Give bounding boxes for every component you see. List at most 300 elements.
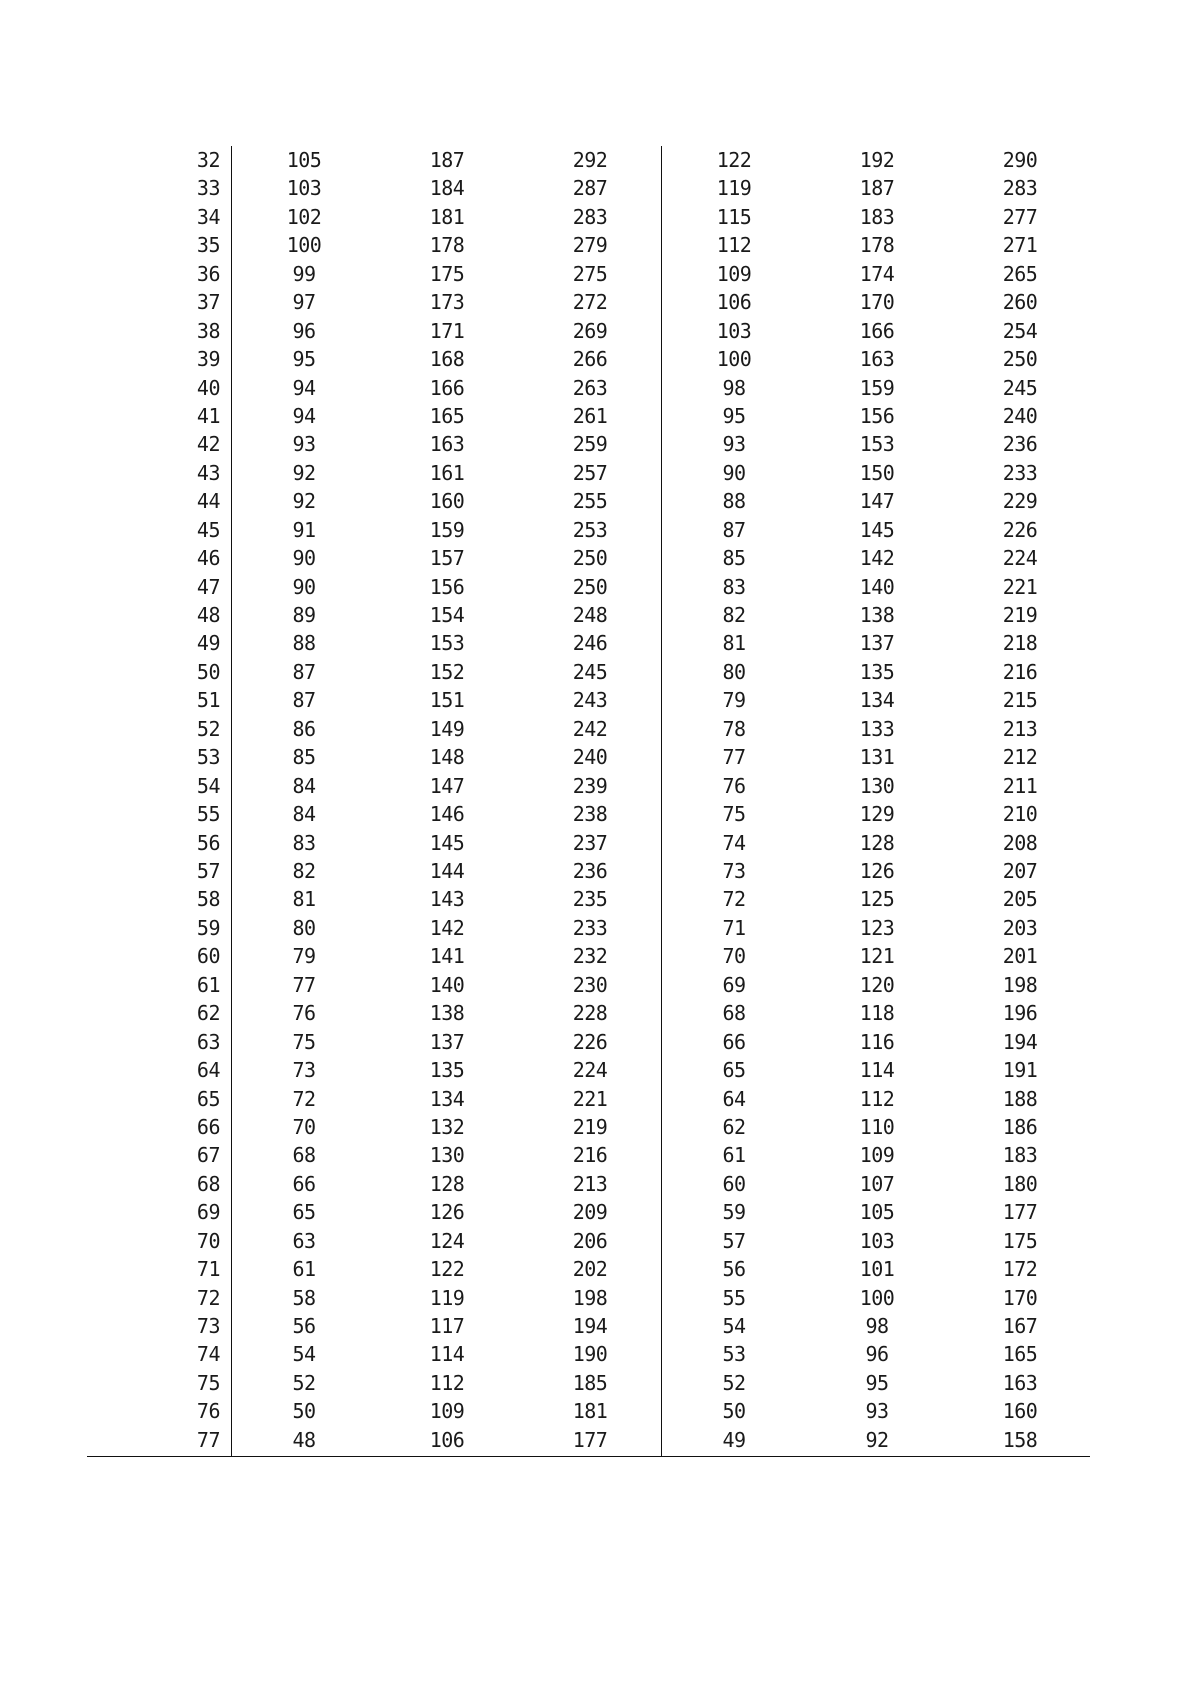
table-cell: 236: [1002, 432, 1038, 457]
table-cell: 240: [572, 745, 608, 770]
table-row: [0, 487, 1181, 515]
table-cell: 120: [859, 972, 895, 997]
table-cell: 243: [572, 688, 608, 713]
table-row: [0, 800, 1181, 828]
table-cell: 161: [429, 460, 465, 485]
table-cell: 122: [716, 148, 752, 172]
table-row: [0, 999, 1181, 1027]
table-row: [0, 942, 1181, 970]
table-cell: 266: [572, 347, 608, 372]
row-label: 37: [196, 290, 220, 315]
row-label: 62: [196, 1001, 220, 1026]
table-cell: 216: [1002, 659, 1038, 684]
row-label: 73: [196, 1314, 220, 1339]
table-row: [0, 430, 1181, 458]
table-cell: 277: [1002, 204, 1038, 229]
table-cell: 52: [722, 1370, 746, 1395]
table-cell: 100: [859, 1285, 895, 1310]
table-cell: 94: [292, 403, 316, 428]
table-row: [0, 1340, 1181, 1368]
table-cell: 105: [859, 1200, 895, 1225]
table-cell: 80: [292, 915, 316, 940]
table-cell: 130: [859, 773, 895, 798]
row-label: 56: [196, 830, 220, 855]
table-cell: 58: [292, 1285, 316, 1310]
table-cell: 265: [1002, 261, 1038, 286]
table-cell: 69: [722, 972, 746, 997]
table-cell: 170: [1002, 1285, 1038, 1310]
table-cell: 198: [1002, 972, 1038, 997]
table-cell: 213: [1002, 716, 1038, 741]
table-cell: 132: [429, 1114, 465, 1139]
table-cell: 219: [572, 1114, 608, 1139]
table-row: [0, 459, 1181, 487]
row-label: 70: [196, 1228, 220, 1253]
table-cell: 137: [429, 1029, 465, 1054]
table-cell: 240: [1002, 403, 1038, 428]
table-bottom-rule: [87, 1456, 1090, 1457]
table-cell: 167: [1002, 1314, 1038, 1339]
table-cell: 229: [1002, 489, 1038, 514]
row-label: 41: [196, 403, 220, 428]
table-cell: 218: [1002, 631, 1038, 656]
table-cell: 134: [429, 1086, 465, 1111]
row-label: 76: [196, 1399, 220, 1424]
row-label: 35: [196, 233, 220, 258]
table-row: [0, 288, 1181, 316]
table-cell: 239: [572, 773, 608, 798]
table-cell: 144: [429, 859, 465, 883]
table-cell: 186: [1002, 1114, 1038, 1139]
table-cell: 98: [865, 1314, 889, 1339]
table-cell: 269: [572, 318, 608, 343]
table-cell: 94: [292, 375, 316, 400]
table-cell: 216: [572, 1143, 608, 1168]
table-row: [0, 1284, 1181, 1312]
table-row: [0, 1141, 1181, 1169]
table-cell: 233: [1002, 460, 1038, 485]
row-label: 45: [196, 517, 220, 542]
table-cell: 292: [572, 148, 608, 172]
table-cell: 77: [722, 745, 746, 770]
table-cell: 118: [859, 1001, 895, 1026]
table-cell: 91: [292, 517, 316, 542]
table-cell: 110: [859, 1114, 895, 1139]
table-cell: 180: [1002, 1171, 1038, 1196]
table-cell: 103: [859, 1228, 895, 1253]
table-cell: 130: [429, 1143, 465, 1168]
table-cell: 87: [292, 688, 316, 713]
table-cell: 151: [429, 688, 465, 713]
table-cell: 142: [429, 915, 465, 940]
table-cell: 97: [292, 290, 316, 315]
table-cell: 88: [292, 631, 316, 656]
table-cell: 255: [572, 489, 608, 514]
table-cell: 71: [722, 915, 746, 940]
table-row: [0, 971, 1181, 999]
table-cell: 117: [429, 1314, 465, 1339]
table-cell: 250: [1002, 347, 1038, 372]
table-cell: 140: [859, 574, 895, 599]
table-cell: 175: [429, 261, 465, 286]
table-cell: 66: [292, 1171, 316, 1196]
table-cell: 142: [859, 546, 895, 571]
table-cell: 208: [1002, 830, 1038, 855]
table-cell: 215: [1002, 688, 1038, 713]
table-cell: 124: [429, 1228, 465, 1253]
table-cell: 242: [572, 716, 608, 741]
table-cell: 191: [1002, 1058, 1038, 1083]
row-label: 75: [196, 1370, 220, 1395]
table-cell: 57: [722, 1228, 746, 1253]
table-cell: 112: [716, 233, 752, 258]
table-cell: 163: [859, 347, 895, 372]
table-cell: 62: [722, 1114, 746, 1139]
table-row: [0, 345, 1181, 373]
row-label: 59: [196, 915, 220, 940]
table-cell: 54: [722, 1314, 746, 1339]
table-row: [0, 544, 1181, 572]
row-label: 49: [196, 631, 220, 656]
table-cell: 228: [572, 1001, 608, 1026]
row-label: 38: [196, 318, 220, 343]
table-cell: 232: [572, 944, 608, 969]
table-cell: 160: [429, 489, 465, 514]
row-label: 33: [196, 176, 220, 201]
table-cell: 64: [722, 1086, 746, 1111]
table-cell: 165: [429, 403, 465, 428]
table-cell: 160: [1002, 1399, 1038, 1424]
table-row: [0, 1113, 1181, 1141]
table-cell: 53: [722, 1342, 746, 1367]
table-cell: 185: [572, 1370, 608, 1395]
table-cell: 68: [292, 1143, 316, 1168]
row-label: 77: [196, 1427, 220, 1452]
table-cell: 230: [572, 972, 608, 997]
table-cell: 172: [1002, 1257, 1038, 1282]
table-row: [0, 1369, 1181, 1397]
table-cell: 221: [1002, 574, 1038, 599]
table-cell: 163: [429, 432, 465, 457]
table-cell: 166: [859, 318, 895, 343]
table-cell: 246: [572, 631, 608, 656]
row-label: 74: [196, 1342, 220, 1367]
table-cell: 213: [572, 1171, 608, 1196]
table-cell: 165: [1002, 1342, 1038, 1367]
table-cell: 74: [722, 830, 746, 855]
table-cell: 173: [429, 290, 465, 315]
table-cell: 121: [859, 944, 895, 969]
table-cell: 61: [292, 1257, 316, 1282]
table-cell: 147: [859, 489, 895, 514]
row-label: 36: [196, 261, 220, 286]
table-cell: 56: [292, 1314, 316, 1339]
table-cell: 76: [292, 1001, 316, 1026]
table-cell: 90: [722, 460, 746, 485]
table-cell: 177: [1002, 1200, 1038, 1225]
table-cell: 93: [722, 432, 746, 457]
table-cell: 138: [429, 1001, 465, 1026]
table-row: [0, 1056, 1181, 1084]
table-cell: 257: [572, 460, 608, 485]
table-row: [0, 516, 1181, 544]
table-row: [0, 715, 1181, 743]
table-row: [0, 686, 1181, 714]
table-cell: 245: [1002, 375, 1038, 400]
row-label: 65: [196, 1086, 220, 1111]
table-cell: 63: [292, 1228, 316, 1253]
table-cell: 154: [429, 603, 465, 628]
table-cell: 238: [572, 802, 608, 827]
table-cell: 77: [292, 972, 316, 997]
table-cell: 75: [722, 802, 746, 827]
table-cell: 250: [572, 574, 608, 599]
table-row: [0, 402, 1181, 430]
table-cell: 79: [722, 688, 746, 713]
table-row: [0, 1085, 1181, 1113]
table-cell: 143: [429, 887, 465, 912]
table-cell: 156: [429, 574, 465, 599]
table-cell: 84: [292, 773, 316, 798]
table-cell: 272: [572, 290, 608, 315]
table-cell: 107: [859, 1171, 895, 1196]
table-cell: 209: [572, 1200, 608, 1225]
table-row: [0, 1170, 1181, 1198]
table-row: [0, 1426, 1181, 1454]
table-cell: 109: [716, 261, 752, 286]
table-cell: 96: [865, 1342, 889, 1367]
table-cell: 236: [572, 859, 608, 883]
table-row: [0, 374, 1181, 402]
row-label: 44: [196, 489, 220, 514]
table-cell: 78: [722, 716, 746, 741]
table-cell: 89: [292, 603, 316, 628]
table-cell: 125: [859, 887, 895, 912]
table-cell: 159: [859, 375, 895, 400]
table-cell: 187: [859, 176, 895, 201]
table-cell: 221: [572, 1086, 608, 1111]
table-cell: 219: [1002, 603, 1038, 628]
row-label: 67: [196, 1143, 220, 1168]
table-row: [0, 885, 1181, 913]
table-cell: 76: [722, 773, 746, 798]
table-row: [0, 1255, 1181, 1283]
table-cell: 210: [1002, 802, 1038, 827]
table-row: [0, 601, 1181, 629]
table-cell: 237: [572, 830, 608, 855]
table-cell: 138: [859, 603, 895, 628]
table-cell: 70: [722, 944, 746, 969]
table-cell: 260: [1002, 290, 1038, 315]
table-row: [0, 174, 1181, 202]
table-cell: 253: [572, 517, 608, 542]
table-row: [0, 914, 1181, 942]
table-cell: 81: [292, 887, 316, 912]
row-label: 68: [196, 1171, 220, 1196]
table-cell: 158: [1002, 1427, 1038, 1452]
row-label: 63: [196, 1029, 220, 1054]
table-cell: 119: [429, 1285, 465, 1310]
table-cell: 100: [286, 233, 322, 258]
table-cell: 153: [429, 631, 465, 656]
table-cell: 233: [572, 915, 608, 940]
table-cell: 184: [429, 176, 465, 201]
table-cell: 259: [572, 432, 608, 457]
table-cell: 114: [859, 1058, 895, 1083]
row-label: 52: [196, 716, 220, 741]
table-cell: 171: [429, 318, 465, 343]
table-cell: 212: [1002, 745, 1038, 770]
row-label: 40: [196, 375, 220, 400]
table-cell: 129: [859, 802, 895, 827]
row-label: 47: [196, 574, 220, 599]
table-cell: 98: [722, 375, 746, 400]
table-cell: 123: [859, 915, 895, 940]
table-cell: 128: [859, 830, 895, 855]
table-cell: 135: [859, 659, 895, 684]
table-cell: 75: [292, 1029, 316, 1054]
table-cell: 59: [722, 1200, 746, 1225]
table-cell: 279: [572, 233, 608, 258]
table-cell: 178: [429, 233, 465, 258]
table-cell: 87: [722, 517, 746, 542]
table-cell: 105: [286, 148, 322, 172]
table-cell: 263: [572, 375, 608, 400]
table-row: [0, 658, 1181, 686]
table-cell: 275: [572, 261, 608, 286]
table-cell: 207: [1002, 859, 1038, 883]
table-cell: 65: [722, 1058, 746, 1083]
table-cell: 152: [429, 659, 465, 684]
table-cell: 145: [859, 517, 895, 542]
row-label: 39: [196, 347, 220, 372]
table-cell: 92: [865, 1427, 889, 1452]
table-cell: 190: [572, 1342, 608, 1367]
row-label: 54: [196, 773, 220, 798]
table-cell: 271: [1002, 233, 1038, 258]
table-cell: 175: [1002, 1228, 1038, 1253]
table-row: [0, 203, 1181, 231]
table-cell: 137: [859, 631, 895, 656]
table-cell: 93: [865, 1399, 889, 1424]
table-cell: 54: [292, 1342, 316, 1367]
table-cell: 145: [429, 830, 465, 855]
table-cell: 90: [292, 546, 316, 571]
row-label: 34: [196, 204, 220, 229]
table-cell: 224: [572, 1058, 608, 1083]
table-row: [0, 573, 1181, 601]
table-cell: 81: [722, 631, 746, 656]
table-cell: 96: [292, 318, 316, 343]
table-cell: 106: [429, 1427, 465, 1452]
row-label: 32: [196, 148, 220, 172]
table-cell: 131: [859, 745, 895, 770]
row-label: 71: [196, 1257, 220, 1282]
table-cell: 156: [859, 403, 895, 428]
table-cell: 68: [722, 1001, 746, 1026]
table-cell: 126: [429, 1200, 465, 1225]
table-cell: 84: [292, 802, 316, 827]
table-cell: 135: [429, 1058, 465, 1083]
table-cell: 153: [859, 432, 895, 457]
table-cell: 73: [722, 859, 746, 883]
table-cell: 181: [572, 1399, 608, 1424]
table-cell: 82: [722, 603, 746, 628]
table-cell: 192: [859, 148, 895, 172]
table-cell: 60: [722, 1171, 746, 1196]
table-cell: 92: [292, 460, 316, 485]
row-label: 55: [196, 802, 220, 827]
table-cell: 188: [1002, 1086, 1038, 1111]
table-row: [0, 1397, 1181, 1425]
row-label: 72: [196, 1285, 220, 1310]
table-row: [0, 1227, 1181, 1255]
table-cell: 201: [1002, 944, 1038, 969]
table-cell: 72: [292, 1086, 316, 1111]
table-cell: 148: [429, 745, 465, 770]
table-cell: 109: [429, 1399, 465, 1424]
table-cell: 126: [859, 859, 895, 883]
table-cell: 178: [859, 233, 895, 258]
table-row: [0, 1028, 1181, 1056]
row-label: 60: [196, 944, 220, 969]
table-cell: 140: [429, 972, 465, 997]
table-cell: 83: [292, 830, 316, 855]
row-label: 58: [196, 887, 220, 912]
table-cell: 85: [292, 745, 316, 770]
table-cell: 66: [722, 1029, 746, 1054]
table-cell: 50: [292, 1399, 316, 1424]
table-cell: 95: [722, 403, 746, 428]
row-label: 53: [196, 745, 220, 770]
table-cell: 183: [859, 204, 895, 229]
table-cell: 86: [292, 716, 316, 741]
table-cell: 166: [429, 375, 465, 400]
table-cell: 55: [722, 1285, 746, 1310]
row-label: 61: [196, 972, 220, 997]
row-label: 51: [196, 688, 220, 713]
table-cell: 82: [292, 859, 316, 883]
table-cell: 290: [1002, 148, 1038, 172]
table-cell: 141: [429, 944, 465, 969]
table-cell: 283: [1002, 176, 1038, 201]
table-cell: 119: [716, 176, 752, 201]
table-cell: 114: [429, 1342, 465, 1367]
table-row: [0, 260, 1181, 288]
table-row: [0, 1312, 1181, 1340]
table-cell: 254: [1002, 318, 1038, 343]
table-cell: 49: [722, 1427, 746, 1452]
table-cell: 224: [1002, 546, 1038, 571]
table-cell: 116: [859, 1029, 895, 1054]
table-cell: 90: [292, 574, 316, 599]
table-cell: 163: [1002, 1370, 1038, 1395]
table-cell: 283: [572, 204, 608, 229]
table-cell: 72: [722, 887, 746, 912]
table-cell: 206: [572, 1228, 608, 1253]
table-cell: 112: [859, 1086, 895, 1111]
table-cell: 83: [722, 574, 746, 599]
table-cell: 100: [716, 347, 752, 372]
table-cell: 177: [572, 1427, 608, 1452]
table-cell: 198: [572, 1285, 608, 1310]
table-cell: 202: [572, 1257, 608, 1282]
table-row: [0, 743, 1181, 771]
table-cell: 61: [722, 1143, 746, 1168]
table-cell: 133: [859, 716, 895, 741]
table-cell: 187: [429, 148, 465, 172]
table-cell: 226: [1002, 517, 1038, 542]
